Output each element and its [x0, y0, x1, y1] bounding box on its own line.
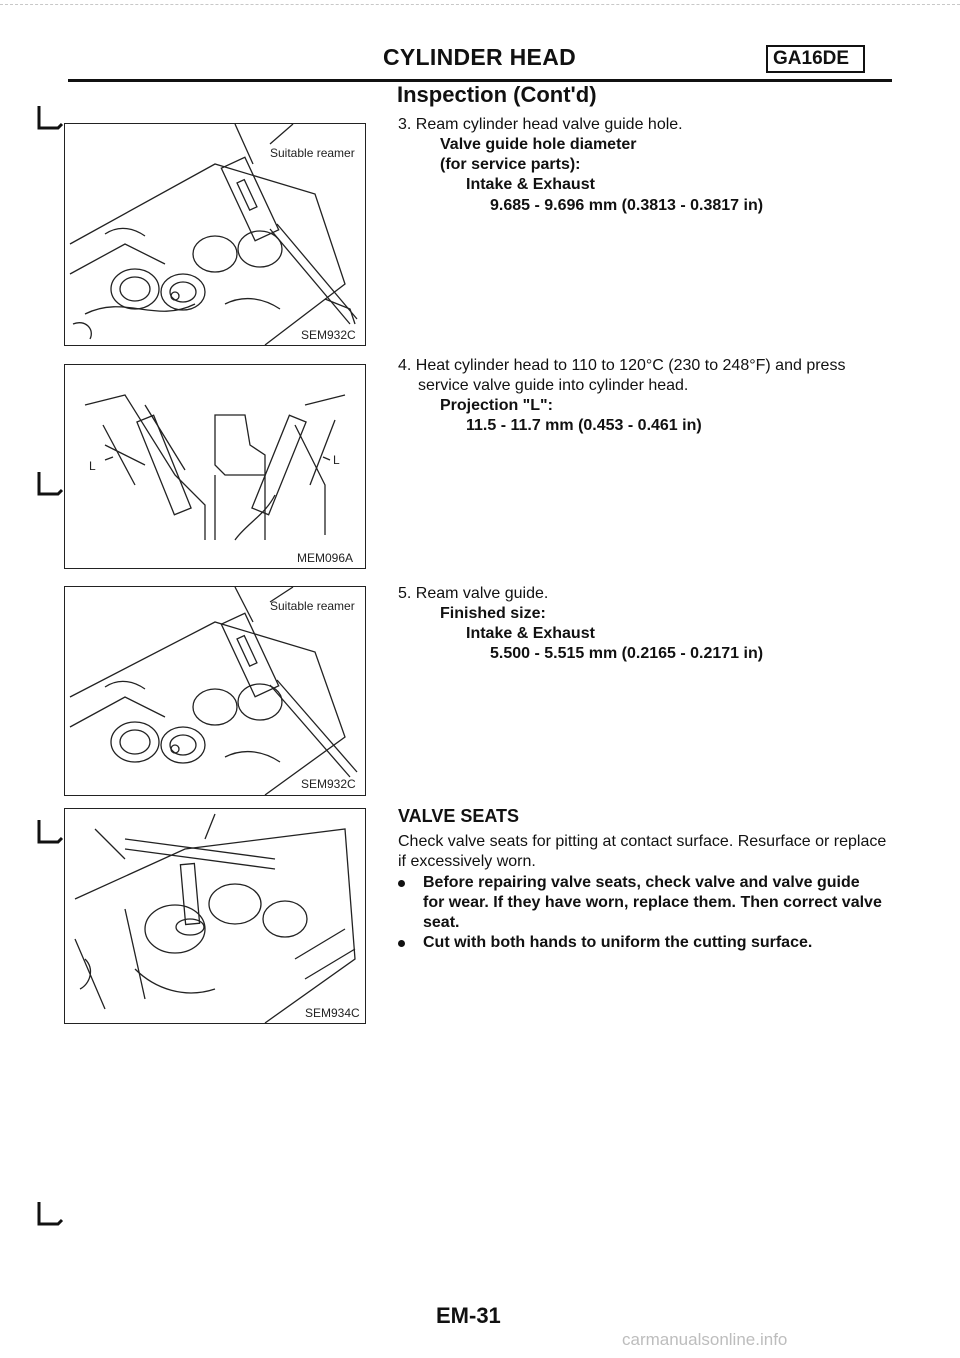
- page-header-title: CYLINDER HEAD: [383, 44, 577, 70]
- step-5-instruction: 5. Ream valve guide.: [398, 585, 549, 602]
- figure-code: SEM932C: [301, 777, 356, 791]
- step-3-spec-value: 9.685 - 9.696 mm (0.3813 - 0.3817 in): [490, 197, 764, 214]
- step-5-spec-value: 5.500 - 5.515 mm (0.2165 - 0.2171 in): [490, 645, 764, 662]
- revision-mark: [36, 104, 66, 134]
- step-3-spec-qualifier: (for service parts):: [440, 156, 581, 173]
- figure-callout-label: Suitable reamer: [270, 599, 355, 613]
- page-number: EM-31: [436, 1303, 501, 1328]
- top-border-line: [0, 4, 960, 5]
- step-4-spec-name: Projection "L":: [440, 397, 553, 414]
- step-3-spec-sub: Intake & Exhaust: [466, 176, 595, 193]
- bullet-dot: [398, 940, 405, 947]
- bullet-item: [398, 933, 888, 953]
- bullet-text: Cut with both hands to uniform the cutting surface.: [423, 934, 813, 951]
- step-3-instruction: 3. Ream cylinder head valve guide hole.: [398, 116, 683, 133]
- figure-callout-label: Suitable reamer: [270, 146, 355, 160]
- step-5-spec-sub: Intake & Exhaust: [466, 625, 595, 642]
- step-4-instruction-line1: 4. Heat cylinder head to 110 to 120°C (230 to 248°F) and press: [398, 357, 846, 374]
- figure-code: MEM096A: [297, 551, 354, 565]
- seat-cutter-illustration: [65, 809, 365, 1023]
- projection-l-label: L: [89, 459, 96, 473]
- step-4-instruction-line2: service valve guide into cylinder head.: [418, 377, 689, 394]
- section-title: Inspection (Cont'd): [397, 82, 597, 107]
- figure-code: SEM934C: [305, 1006, 360, 1020]
- revision-mark: [36, 470, 66, 500]
- step-3-spec-name: Valve guide hole diameter: [440, 136, 637, 153]
- revision-mark: [36, 818, 66, 848]
- watermark: carmanualsonline.info: [622, 1330, 788, 1349]
- figure-ream-guide-hole: [64, 123, 366, 346]
- valve-seats-body: Check valve seats for pitting at contact surface. Resurface or replace if excessively worn.: [398, 833, 887, 870]
- reamer-illustration: [65, 587, 365, 795]
- bullet-text: Before repairing valve seats, check valve and valve guide for wear. If they have worn, replace them. Then correct valve seat.: [423, 874, 882, 931]
- figure-code: SEM932C: [301, 328, 356, 342]
- revision-mark: [36, 1200, 66, 1230]
- figure-projection-l: [64, 364, 366, 569]
- step-4-spec-value: 11.5 - 11.7 mm (0.453 - 0.461 in): [466, 417, 702, 434]
- bullet-item: [398, 873, 888, 933]
- engine-model-badge: GA16DE: [766, 45, 865, 73]
- valve-seats-heading: VALVE SEATS: [398, 806, 520, 826]
- step-5-spec-name: Finished size:: [440, 605, 546, 622]
- figure-ream-valve-guide: [64, 586, 366, 796]
- bullet-dot: [398, 880, 405, 887]
- figure-valve-seat-cutter: [64, 808, 366, 1024]
- projection-l-label: L: [333, 453, 340, 467]
- valve-guide-illustration: [65, 365, 365, 568]
